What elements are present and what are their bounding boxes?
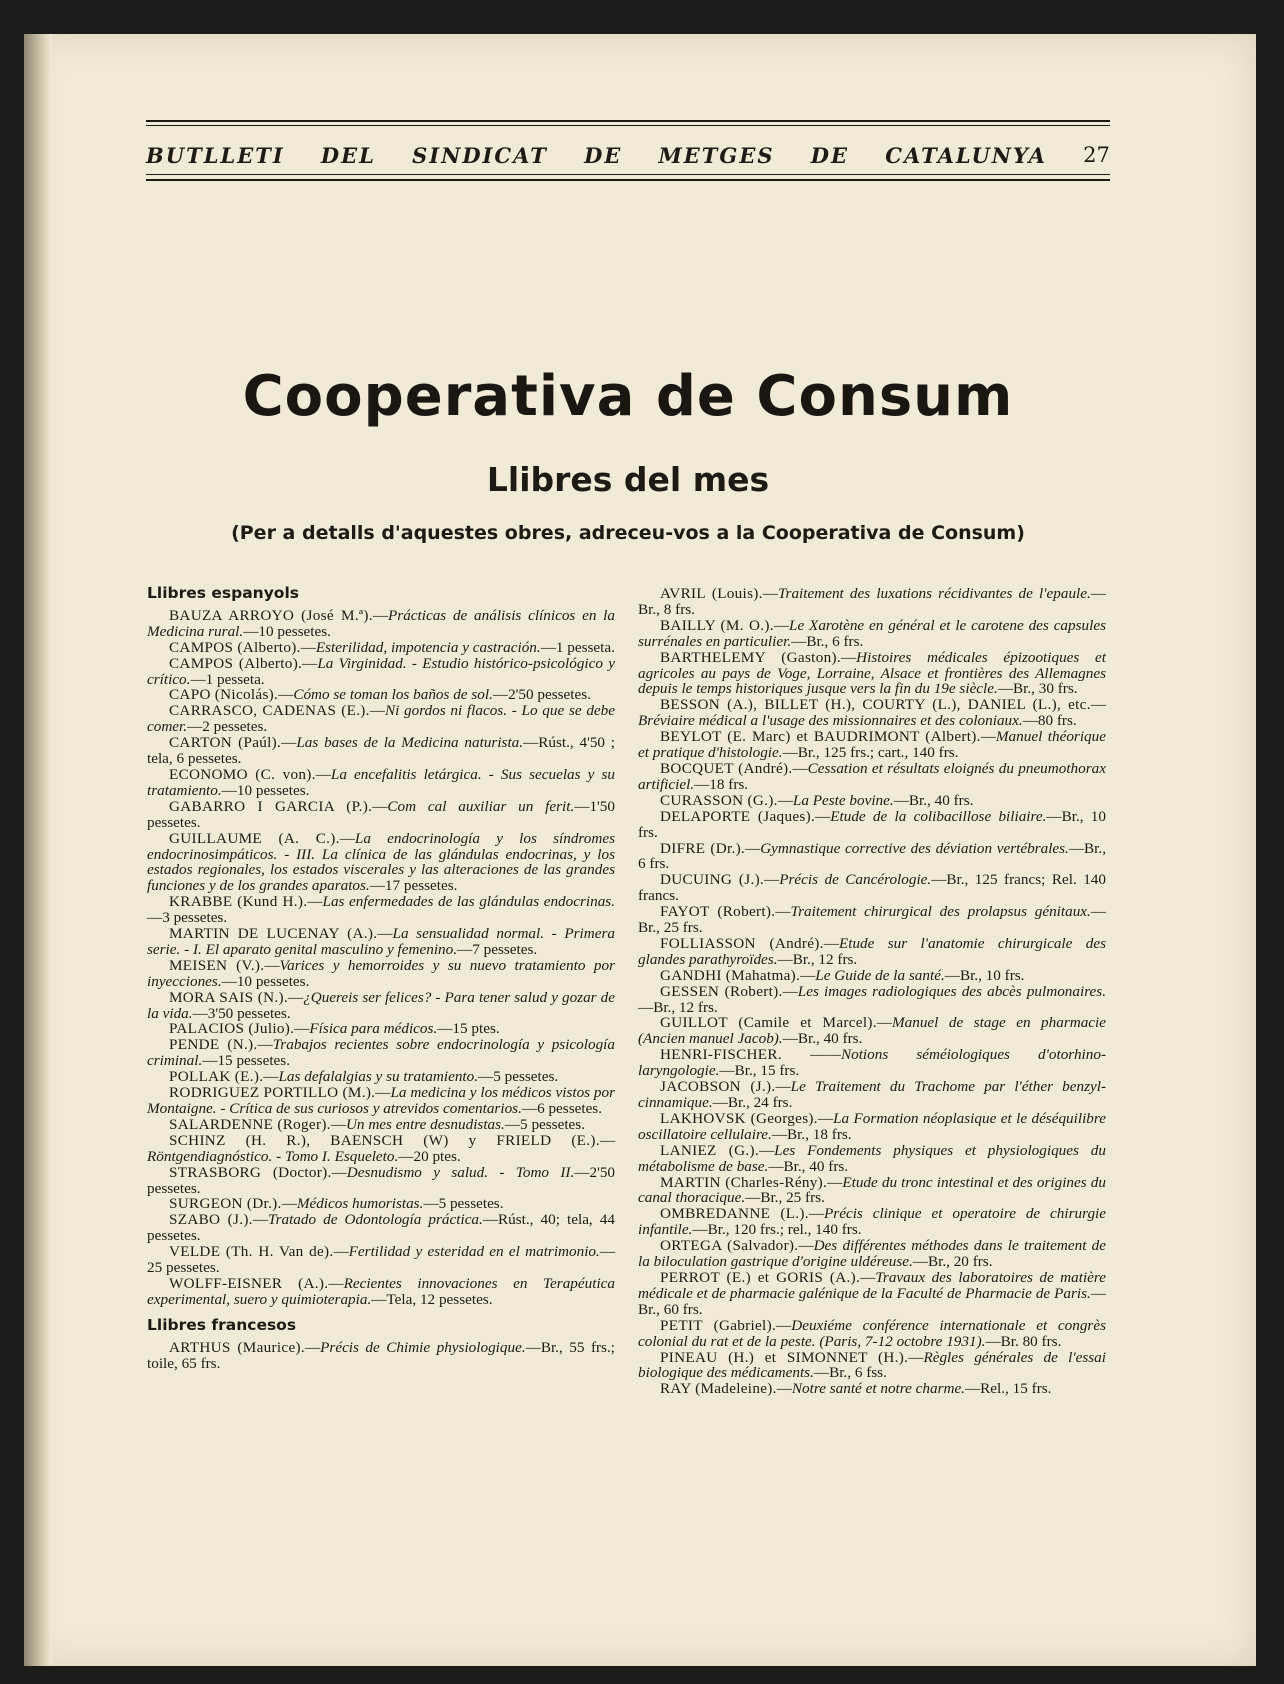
page-note: (Per a detalls d'aquestes obres, adreceu-vos a la Cooperativa de Consum) (231, 522, 1025, 544)
book-entry: BAUZA ARROYO (José M.ª).—Prácticas de análisis clínicos en la Medicina rural.—10 pessetes. (147, 606, 615, 640)
book-price: Rel., 15 frs. (980, 1380, 1052, 1398)
book-price: 7 pessetes. (472, 940, 538, 958)
book-price: Br., 120 frs.; rel., 140 frs. (707, 1221, 862, 1239)
book-author: CAMPOS (Alberto). (169, 654, 303, 672)
page-title: Cooperativa de Consum (242, 364, 1014, 429)
book-price: 17 pessetes. (384, 877, 458, 895)
book-author: LANIEZ (G.). (660, 1141, 759, 1159)
book-entry: RODRIGUEZ PORTILLO (M.).—La medicina y los médicos vistos por Montaigne. - Crítica de sus curiosos y atrevidos comentarios.—6 pessetes. (147, 1084, 615, 1117)
book-price: Br., 6 frs. (638, 839, 1106, 873)
book-entry: PETIT (Gabriel).—Deuxiéme conférence internationale et congrès colonial du rat et de la peste. (Paris, 7-12 octobre 1931).—Br. 80 frs. (638, 1316, 1106, 1350)
book-title: Cessation et résultats eloignés du pneumothorax artificiel. (638, 759, 1106, 793)
book-title: La endocrinología y los síndromes endocrinosimpáticos. - III. La clínica de las glándulas endocrinas, y los estados regionales, los estados viscerales y las alteraciones de las grandes funciones y de los grandes aparatos. (147, 829, 615, 895)
book-author: SURGEON (Dr.). (169, 1195, 282, 1213)
book-author: MORA SAIS (N.). (169, 988, 288, 1006)
book-price: Br., 125 francs; Rel. 140 francs. (638, 871, 1106, 905)
book-price: 25 pessetes. (147, 1259, 220, 1277)
book-author: SZABO (J.). (169, 1211, 253, 1229)
book-title: Travaux des laboratoires de matière médicale et de pharmacie galénique de la Faculté de Pharmacie de Paris. (638, 1268, 1106, 1302)
book-entry: GABARRO I GARCIA (P.).—Com cal auxiliar un ferit.—1'50 pessetes. (147, 797, 615, 831)
book-author: PERROT (E.) et GORIS (A.). (660, 1268, 861, 1286)
book-entry: SALARDENNE (Roger).—Un mes entre desnudistas.—5 pessetes. (169, 1115, 586, 1133)
book-author: OMBREDANNE (L.). (660, 1205, 809, 1223)
journal-page (24, 34, 1256, 1666)
book-title: Esterilidad, impotencia y castración. (315, 638, 541, 656)
book-price: 1 pesseta. (205, 670, 265, 688)
book-price: 10 pessetes. (236, 972, 310, 990)
book-author: JACOBSON (J.). (660, 1078, 776, 1096)
book-entry: CAMPOS (Alberto).—La Virginidad. - Estudio histórico-psicológico y crítico.—1 pesseta. (147, 654, 615, 688)
book-author: GUILLOT (Camile et Marcel). (660, 1014, 877, 1032)
book-title: Bréviaire médical a l'usage des missionnaires et des coloniaux. (638, 712, 1023, 730)
book-list-francesos-left (147, 1340, 615, 1372)
section-heading-espanyols: Llibres espanyols (147, 584, 299, 602)
book-title: Las bases de la Medicina naturista. (296, 734, 524, 752)
book-entry: CARTON (Paúl).—Las bases de la Medicina naturista.—Rúst., 4'50 ; tela, 6 pessetes. (147, 734, 616, 768)
book-price: 1'50 pessetes. (147, 797, 615, 831)
book-author: BARTHELEMY (Gaston). (660, 648, 841, 666)
book-entry: LANIEZ (G.).—Les Fondements physiques et physiologiques du métabolisme de base.—Br., 40 frs. (638, 1141, 1106, 1175)
book-author: FOLLIASSON (André). (660, 934, 824, 952)
book-title: Des différentes méthodes dans le traitement de la biloculation gastrique d'origine uldéreuse. (638, 1237, 1106, 1271)
book-price: 80 frs. (1037, 712, 1077, 730)
book-author: ECONOMO (C. von). (169, 765, 316, 783)
book-price: Br., 8 frs. (638, 600, 695, 618)
book-author: CARTON (Paúl). (169, 734, 282, 752)
book-price: Br., 30 frs. (1013, 680, 1078, 698)
book-author: GABARRO I GARCIA (P.). (169, 797, 373, 815)
book-title: La Formation néoplasique et le déséquilibre oscillatoire cellulaire. (638, 1109, 1106, 1143)
book-author: ARTHUS (Maurice). (169, 1338, 305, 1356)
book-entry: CAMPOS (Alberto).—Esterilidad, impotencia y castración.—1 pesseta. (169, 638, 615, 656)
book-author: RAY (Madeleine). (660, 1380, 777, 1398)
book-author: MARTIN DE LUCENAY (A.). (169, 925, 378, 943)
book-price: Br., 25 frs. (638, 919, 703, 937)
book-author: PALACIOS (Julio). (169, 1020, 295, 1038)
book-title: Ni gordos ni flacos. - Lo que se debe comer. (147, 702, 616, 736)
book-title: Etude sur l'anatomie chirurgicale des glandes parathyroïdes. (638, 934, 1107, 968)
header-word: DE (584, 142, 623, 168)
book-title: Notions séméiologiques d'otorhino-laryngologie. (638, 1046, 1107, 1080)
header-word: BUTLLETI (146, 142, 285, 168)
book-title: Médicos humoristas. (296, 1195, 424, 1213)
book-author: BOCQUET (André). (660, 759, 793, 777)
book-price: Br., 25 frs. (760, 1189, 825, 1207)
book-price: Br., 125 frs.; cart., 140 frs. (797, 744, 959, 762)
book-title: ¿Quereis ser felices? - Para tener salud y gozar de la vida. (147, 988, 615, 1022)
header-rule-bottom-thin (146, 174, 1110, 175)
book-entry: PALACIOS (Julio).—Física para médicos.—15 ptes. (169, 1020, 500, 1038)
book-title: Desnudismo y salud. - Tomo II. (346, 1163, 575, 1181)
book-author: PENDE (N.). (169, 1036, 258, 1054)
book-entry: ECONOMO (C. von).—La encefalitis letárgica. - Sus secuelas y su tratamiento.—10 pessetes. (147, 765, 615, 799)
book-entry: PINEAU (H.) et SIMONNET (H.).—Règles générales de l'essai biologique des médicaments.—Br., 6 fss. (638, 1348, 1106, 1382)
book-list-espanyols (147, 608, 615, 1308)
book-entry: DIFRE (Dr.).—Gymnastique corrective des déviation vertébrales.—Br., 6 frs. (638, 839, 1106, 873)
header-word: SINDICAT (412, 142, 548, 168)
book-price: Rúst., 40; tela, 44 pessetes. (147, 1211, 615, 1245)
book-title: La Virginidad. - Estudio histórico-psicológico y crítico. (147, 654, 615, 688)
book-author: BESSON (A.), BILLET (H.), COURTY (L.), DANIEL (L.), etc. (660, 696, 1091, 714)
book-entry: GESSEN (Robert).—Les images radiologiques des abcès pulmonaires.—Br., 12 frs. (638, 982, 1106, 1016)
book-entry: MARTIN (Charles-Rény).—Etude du tronc intestinal et des origines du canal thoracique.—Br., 25 frs. (638, 1173, 1106, 1207)
book-entry: GUILLAUME (A. C.).—La endocrinología y los síndromes endocrinosimpáticos. - III. La clínica de las glándulas endocrinas, y los estados regionales, los estados viscerales y las alteraciones de las grandes funciones y de los grandes aparatos.—17 pessetes. (147, 829, 615, 895)
book-author: FAYOT (Robert). (660, 903, 776, 921)
book-price: 2'50 pessetes. (508, 686, 591, 704)
book-entry: WOLFF-EISNER (A.).—Recientes innovaciones en Terapéutica experimental, suero y quimioterapia.—Tela, 12 pessetes. (147, 1274, 616, 1308)
book-price: 5 pessetes. (493, 1068, 559, 1086)
book-price: 2 pessetes. (202, 718, 268, 736)
book-author: BAILLY (M. O.). (660, 616, 774, 634)
book-title: Traitement chirurgical des prolapsus génitaux. (790, 903, 1091, 921)
book-title: Trabajos recientes sobre endocrinología y psicología criminal. (147, 1036, 615, 1070)
book-entry: FOLLIASSON (André).—Etude sur l'anatomie chirurgicale des glandes parathyroïdes.—Br., 12 frs. (638, 934, 1107, 968)
book-price: Br., 24 frs. (727, 1094, 793, 1111)
book-entry: CAPO (Nicolás).—Cómo se toman los baños de sol.—2'50 pessetes. (169, 686, 591, 704)
book-title: Manuel théorique et pratique d'histologie. (638, 728, 1106, 762)
book-title: Précis de Chimie physiologique. (320, 1338, 526, 1356)
header-word: DEL (320, 142, 376, 168)
book-entry: GUILLOT (Camile et Marcel).—Manuel de stage en pharmacie (Ancien manuel Jacob).—Br., 40 frs. (638, 1014, 1107, 1048)
book-price: Br., 40 frs. (783, 1157, 849, 1175)
book-title: Le Guide de la santé. (815, 966, 945, 984)
book-title: Notre santé et notre charme. (791, 1380, 965, 1398)
book-title: Las enfermedades de las glándulas endocrinas. (322, 893, 615, 911)
book-title: Röntgendiagnóstico. - Tomo I. Esqueleto. (147, 1147, 399, 1165)
book-author: DUCUING (J.). (660, 871, 765, 889)
book-author: ORTEGA (Salvador). (660, 1237, 799, 1255)
book-entry: MARTIN DE LUCENAY (A.).—La sensualidad normal. - Primera serie. - I. El aparato genital masculino y femenino.—7 pessetes. (147, 925, 615, 958)
book-price: Br. 80 frs. (1000, 1332, 1062, 1350)
book-author: KRABBE (Kund H.). (169, 893, 308, 911)
book-title: Gymnastique corrective des déviation vertébrales. (760, 839, 1069, 857)
book-price: 3'50 pessetes. (207, 1004, 291, 1022)
book-price: Br., 10 frs. (959, 966, 1025, 984)
book-title: Un mes entre desnudistas. (345, 1115, 505, 1133)
book-price: Br., 12 frs. (792, 950, 858, 968)
header-rule-top (146, 120, 1110, 122)
book-title: Cómo se toman los baños de sol. (293, 686, 493, 704)
book-author: GUILLAUME (A. C.). (169, 829, 340, 847)
book-title: Física para médicos. (309, 1020, 438, 1038)
book-price: Br., 6 frs. (806, 632, 864, 650)
book-author: LAKHOVSK (Georges). (660, 1109, 818, 1127)
book-price: 1 pesseta. (555, 638, 615, 656)
left-column (147, 586, 615, 1372)
book-title: Etude de la colibacillose biliaire. (830, 807, 1047, 825)
book-entry: BOCQUET (André).—Cessation et résultats eloignés du pneumothorax artificiel.—18 frs. (638, 759, 1106, 793)
book-title: Manuel de stage en pharmacie (Ancien manuel Jacob). (638, 1014, 1107, 1048)
book-title: Com cal auxiliar un ferit. (387, 797, 575, 815)
book-price: 18 frs. (709, 775, 749, 793)
book-price: Br., 55 frs.; toile, 65 frs. (147, 1338, 615, 1372)
book-price: Br., 12 frs. (653, 998, 718, 1016)
right-column (638, 586, 1106, 1397)
book-entry: BAILLY (M. O.).—Le Xarotène en général et le carotene des capsules surrénales en particulier.—Br., 6 frs. (638, 616, 1106, 650)
book-entry: ARTHUS (Maurice).—Précis de Chimie physiologique.—Br., 55 frs.; toile, 65 frs. (147, 1338, 615, 1372)
book-title: Précis de Cancérologie. (779, 871, 932, 889)
page-number: 27 (1083, 143, 1110, 167)
book-entry: DELAPORTE (Jaques).—Etude de la colibacillose biliaire.—Br., 10 frs. (638, 807, 1106, 841)
book-author: BAUZA ARROYO (José M.ª). (169, 606, 373, 624)
book-price: Br., 18 frs. (787, 1125, 852, 1143)
book-author: CARRASCO, CADENAS (E.). (169, 702, 370, 720)
header-word: CATALUNYA (885, 142, 1047, 168)
book-author: WOLFF-EISNER (A.). (169, 1274, 329, 1292)
book-entry: STRASBORG (Doctor).—Desnudismo y salud. - Tomo II.—2'50 pessetes. (147, 1163, 616, 1197)
book-entry: PENDE (N.).—Trabajos recientes sobre endocrinología y psicología criminal.—15 pessetes. (147, 1036, 615, 1070)
book-entry: KRABBE (Kund H.).—Las enfermedades de las glándulas endocrinas.—3 pessetes. (147, 893, 615, 927)
book-author: DIFRE (Dr.). (660, 839, 746, 857)
book-author: AVRIL (Louis). (660, 585, 763, 602)
book-entry: SCHINZ (H. R.), BAENSCH (W) y FRIELD (E.).—Röntgendiagnóstico. - Tomo I. Esqueleto.—20 ptes. (147, 1131, 615, 1165)
book-list-francesos-right (638, 586, 1106, 1397)
book-entry: BARTHELEMY (Gaston).—Histoires médicales épizootiques et agricoles au pays de Voge, Lorraine, Alsace et frontières des Allemagnes depuis le temps historiques jusque vers la fin du 19e siècle.—Br., 30 frs. (638, 648, 1106, 698)
book-price: Br., 10 frs. (638, 807, 1106, 841)
book-author: MEISEN (V.). (169, 956, 265, 974)
book-author: CAPO (Nicolás). (169, 686, 279, 704)
page-subtitle: Llibres del mes (486, 460, 770, 499)
book-price: Rúst., 4'50 ; tela, 6 pessetes. (147, 734, 616, 768)
book-entry: GANDHI (Mahatma).—Le Guide de la santé.—Br., 10 frs. (660, 966, 1025, 984)
book-entry: CARRASCO, CADENAS (E.).—Ni gordos ni flacos. - Lo que se debe comer.—2 pessetes. (147, 702, 616, 736)
section-heading-francesos: Llibres francesos (147, 1315, 297, 1334)
book-entry: BEYLOT (E. Marc) et BAUDRIMONT (Albert).—Manuel théorique et pratique d'histologie.—Br., 125 frs.; cart., 140 frs. (638, 728, 1106, 762)
book-entry: AVRIL (Louis).—Traitement des luxations récidivantes de l'epaule.—Br., 8 frs. (638, 585, 1106, 618)
book-entry: RAY (Madeleine).—Notre santé et notre charme.—Rel., 15 frs. (660, 1380, 1052, 1398)
book-author: POLLAK (E.). (169, 1068, 264, 1086)
book-title: Varices y hemorroides y su nuevo tratamiento por inyecciones. (147, 956, 615, 990)
book-title: La sensualidad normal. - Primera serie. - I. El aparato genital masculino y femenino. (147, 925, 615, 958)
book-price: Br., 20 frs. (927, 1253, 993, 1271)
book-title: La medicina y los médicos vistos por Montaigne. - Crítica de sus curiosos y atrevidos comentarios. (147, 1084, 615, 1117)
book-price: 6 pessetes. (537, 1100, 603, 1117)
book-title: Traitement des luxations récidivantes de l'epaule. (777, 585, 1091, 602)
book-title: Règles générales de l'essai biologique des médicaments. (638, 1348, 1106, 1382)
book-price: 2'50 pessetes. (147, 1163, 616, 1197)
book-price: Br., 6 fss. (829, 1364, 887, 1382)
book-title: La encefalitis letárgica. - Sus secuelas y su tratamiento. (147, 765, 615, 799)
page-spine-shadow (24, 34, 52, 1666)
book-author: PINEAU (H.) et SIMONNET (H.). (660, 1348, 909, 1366)
book-price: Br., 60 frs. (638, 1300, 703, 1318)
book-entry: POLLAK (E.).—Las defalalgias y su tratamiento.—5 pessetes. (169, 1068, 559, 1086)
book-title: La Peste bovine. (792, 791, 894, 809)
book-price: Tela, 12 pessetes. (386, 1290, 493, 1308)
book-author: CAMPOS (Alberto). (169, 638, 301, 656)
book-title: Tratado de Odontología práctica. (267, 1211, 483, 1229)
book-author: SALARDENNE (Roger). (169, 1115, 331, 1133)
book-title: Le Traitement du Trachome par l'éther benzyl-cinnamique. (638, 1078, 1106, 1111)
book-title: Histoires médicales épizootiques et agricoles au pays de Voge, Lorraine, Alsace et frontières des Allemagnes depuis le temps historiques jusque vers la fin du 19e siècle. (638, 648, 1106, 698)
book-title: Las defalalgias y su tratamiento. (278, 1068, 479, 1086)
book-price: 10 pessetes. (258, 622, 331, 640)
book-author: DELAPORTE (Jaques). (660, 807, 816, 825)
book-author: GANDHI (Mahatma). (660, 966, 801, 984)
book-title: Précis clinique et operatoire de chirurgie infantile. (638, 1205, 1106, 1239)
header-rule-bottom (146, 179, 1110, 181)
book-price: 5 pessetes. (520, 1115, 586, 1133)
book-entry: PERROT (E.) et GORIS (A.).—Travaux des laboratoires de matière médicale et de pharmacie galénique de la Faculté de Pharmacie de Paris.—Br., 60 frs. (638, 1268, 1106, 1318)
book-price: 10 pessetes. (236, 781, 310, 799)
book-author: HENRI-FISCHER. — (660, 1046, 826, 1064)
book-entry: SURGEON (Dr.).—Médicos humoristas.—5 pessetes. (169, 1195, 504, 1213)
book-price: Br., 40 frs. (908, 791, 974, 809)
book-entry: CURASSON (G.).—La Peste bovine.—Br., 40 frs. (660, 791, 974, 809)
book-entry: MEISEN (V.).—Varices y hemorroides y su nuevo tratamiento por inyecciones.—10 pessetes. (147, 956, 615, 990)
book-title: Les images radiologiques des abcès pulmonaires. (797, 982, 1106, 1000)
book-entry: FAYOT (Robert).—Traitement chirurgical des prolapsus génitaux.—Br., 25 frs. (638, 903, 1107, 937)
book-price: 5 pessetes. (438, 1195, 504, 1213)
running-header (146, 140, 1110, 170)
book-price: 15 ptes. (452, 1020, 500, 1038)
book-author: RODRIGUEZ PORTILLO (M.). (169, 1084, 376, 1102)
book-author: BEYLOT (E. Marc) et BAUDRIMONT (Albert). (660, 728, 981, 746)
book-price: Br., 15 frs. (734, 1062, 800, 1080)
book-entry: BESSON (A.), BILLET (H.), COURTY (L.), DANIEL (L.), etc.—Bréviaire médical a l'usage des missionnaires et des coloniaux.—80 frs. (638, 696, 1106, 730)
book-title: Les Fondements physiques et physiologiques du métabolisme de base. (638, 1141, 1106, 1175)
book-author: SCHINZ (H. R.), BAENSCH (W) y FRIELD (E.). (169, 1131, 600, 1149)
book-title: Le Xarotène en général et le carotene des capsules surrénales en particulier. (638, 616, 1106, 650)
book-entry: SZABO (J.).—Tratado de Odontología práctica.—Rúst., 40; tela, 44 pessetes. (147, 1211, 615, 1245)
book-author: CURASSON (G.). (660, 791, 778, 809)
book-title: Fertilidad y esteridad en el matrimonio. (348, 1243, 600, 1261)
book-entry: JACOBSON (J.).—Le Traitement du Trachome par l'éther benzyl-cinnamique.—Br., 24 frs. (638, 1078, 1106, 1111)
book-price: Br., 40 frs. (797, 1030, 863, 1048)
book-title: Deuxiéme conférence internationale et congrès colonial du rat et de la peste. (Paris, 7-12 octobre 1931). (638, 1316, 1106, 1350)
book-entry: OMBREDANNE (L.).—Précis clinique et operatoire de chirurgie infantile.—Br., 120 frs.; rel., 140 frs. (638, 1205, 1106, 1239)
book-price: 20 ptes. (413, 1147, 461, 1165)
book-title: Etude du tronc intestinal et des origines du canal thoracique. (638, 1173, 1106, 1207)
book-author: MARTIN (Charles-Rény). (660, 1173, 828, 1191)
book-entry: MORA SAIS (N.).—¿Quereis ser felices? - Para tener salud y gozar de la vida.—3'50 pessetes. (147, 988, 615, 1022)
book-author: GESSEN (Robert). (660, 982, 783, 1000)
book-author: STRASBORG (Doctor). (169, 1163, 332, 1181)
book-entry: VELDE (Th. H. Van de).—Fertilidad y esteridad en el matrimonio.—25 pessetes. (147, 1243, 616, 1277)
book-entry: DUCUING (J.).—Précis de Cancérologie.—Br., 125 francs; Rel. 140 francs. (638, 871, 1106, 905)
header-word: METGES (658, 142, 775, 168)
header-rule-top-thin (146, 125, 1110, 126)
book-title: Prácticas de análisis clínicos en la Medicina rural. (147, 606, 615, 640)
book-title: Recientes innovaciones en Terapéutica experimental, suero y quimioterapia. (147, 1274, 616, 1308)
book-price: 15 pessetes. (217, 1052, 291, 1070)
book-entry: HENRI-FISCHER. ——Notions séméiologiques d'otorhino-laryngologie.—Br., 15 frs. (638, 1046, 1107, 1080)
book-author: VELDE (Th. H. Van de). (169, 1243, 334, 1261)
book-entry: ORTEGA (Salvador).—Des différentes méthodes dans le traitement de la biloculation gastrique d'origine uldéreuse.—Br., 20 frs. (638, 1237, 1106, 1271)
book-entry: LAKHOVSK (Georges).—La Formation néoplasique et le déséquilibre oscillatoire cellulaire.—Br., 18 frs. (638, 1109, 1106, 1143)
book-price: 3 pessetes. (162, 909, 228, 927)
book-author: PETIT (Gabriel). (660, 1316, 777, 1334)
header-word: DE (810, 142, 849, 168)
